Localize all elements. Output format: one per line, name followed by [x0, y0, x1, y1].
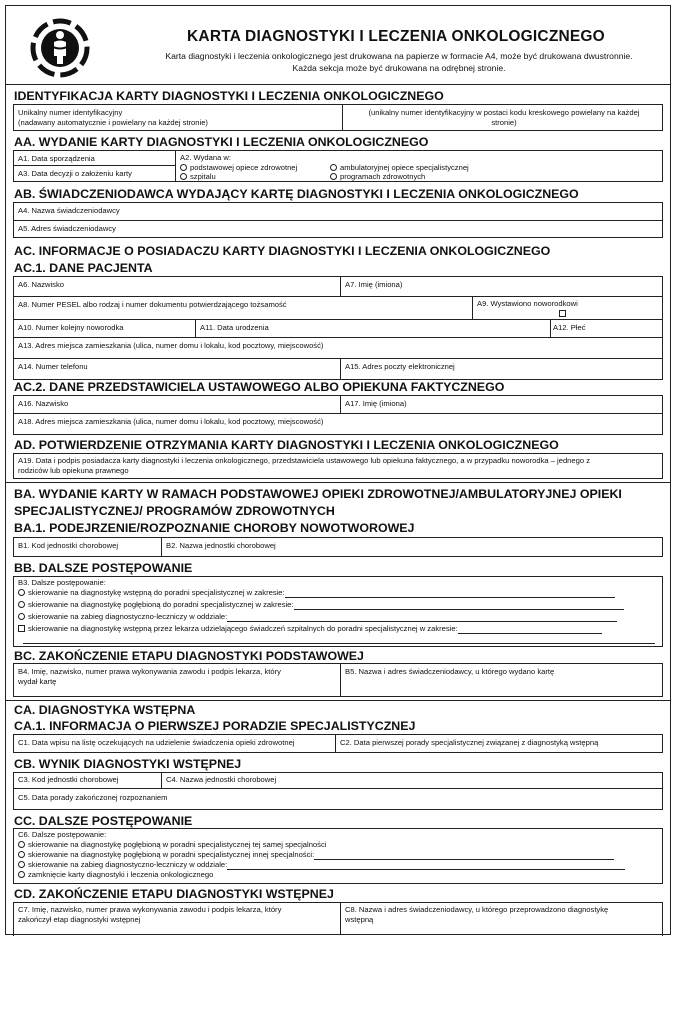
a7-field[interactable]: A7. Imię (imiona) [345, 280, 403, 289]
c7-field[interactable]: C7. Imię, nazwisko, numer prawa wykonywania zawodu i podpis lekarza, który zakończył etap diagnostyki wstępnej [18, 905, 282, 924]
b3-label: B3. Dalsze postępowanie: [18, 578, 106, 587]
c6-option-4[interactable]: zamknięcie karty diagnostyki i leczenia onkologicznego [18, 870, 213, 880]
section-b-divider [6, 482, 670, 483]
radio-icon[interactable] [18, 871, 25, 878]
radio-icon[interactable] [18, 589, 25, 596]
radio-icon[interactable] [18, 861, 25, 868]
b3-option-3[interactable]: skierowanie na zabieg diagnostyczno-leczniczy w oddziale: [18, 612, 617, 622]
a18-field[interactable]: A18. Adres miejsca zamieszkania (ulica, numer domu i lokalu, kod pocztowy, miejscowość) [18, 417, 324, 426]
aa-heading: AA. WYDANIE KARTY DIAGNOSTYKI I LECZENIA ONKOLOGICZNEGO [14, 135, 429, 149]
a16-field[interactable]: A16. Nazwisko [18, 399, 69, 408]
a2-option-hospital[interactable]: szpitalu [180, 172, 216, 182]
bb-heading: BB. DALSZE POSTĘPOWANIE [14, 561, 193, 575]
form-subtitle [134, 50, 664, 74]
header-divider [6, 84, 670, 85]
radio-icon[interactable] [18, 841, 25, 848]
a8-field[interactable]: A8. Numer PESEL albo rodzaj i numer dokumentu potwierdzającego tożsamość [18, 300, 287, 309]
a6-field[interactable]: A6. Nazwisko [18, 280, 65, 289]
b3-option-2[interactable]: skierowanie na diagnostykę pogłębioną do poradni specjalistycznej w zakresie: [18, 600, 624, 610]
cd-heading: CD. ZAKOŃCZENIE ETAPU DIAGNOSTYKI WSTĘPNEJ [14, 887, 334, 901]
a4-field[interactable]: A4. Nazwa świadczeniodawcy [18, 206, 120, 215]
ac2-heading: AC.2. DANE PRZEDSTAWICIELA USTAWOWEGO ALBO OPIEKUNA FAKTYCZNEGO [14, 380, 505, 394]
ba1-heading: BA.1. PODEJRZENIE/ROZPOZNANIE CHOROBY NOWOTWOROWEJ [14, 521, 415, 535]
b3-option-4[interactable]: skierowanie na diagnostykę wstępną przez lekarza udzielającego świadczeń szpitalnych do poradni specjalistycznej w zakresie: [18, 624, 602, 634]
b5-field[interactable]: B5. Nazwa i adres świadczeniodawcy, u którego wydano kartę [345, 667, 555, 676]
a9-label: A9. Wystawiono noworodkowi [477, 299, 578, 308]
ba-heading-1: BA. WYDANIE KARTY W RAMACH PODSTAWOWEJ OPIEKI ZDROWOTNEJ/AMBULATORYJNEJ OPIEKI [14, 487, 622, 501]
a13-field[interactable]: A13. Adres miejsca zamieszkania (ulica, numer domu i lokalu, kod pocztowy, miejscowość) [18, 341, 324, 350]
form-title: KARTA DIAGNOSTYKI I LECZENIA ONKOLOGICZNEGO [187, 28, 605, 45]
a15-field[interactable]: A15. Adres poczty elektronicznej [345, 362, 455, 371]
identification-heading: IDENTYFIKACJA KARTY DIAGNOSTYKI I LECZENIA ONKOLOGICZNEGO [14, 89, 444, 103]
a11-field[interactable]: A11. Data urodzenia [200, 323, 269, 332]
ac1-heading: AC.1. DANE PACJENTA [14, 261, 153, 275]
a2-option-ambulatory[interactable]: ambulatoryjnej opiece specjalistycznej [330, 163, 469, 173]
ca-heading: CA. DIAGNOSTYKA WSTĘPNA [14, 703, 196, 717]
radio-icon[interactable] [180, 164, 187, 171]
a5-field[interactable]: A5. Adres świadczeniodawcy [18, 224, 116, 233]
a12-field[interactable]: A12. Płeć [553, 323, 586, 332]
subtitle-line-2: Każda sekcja może być drukowana na odrębnej stronie. [292, 63, 506, 73]
a1-field[interactable]: A1. Data sporządzenia [18, 154, 95, 163]
section-c-divider [6, 700, 670, 701]
barcode-label: (unikalny numer identyfikacyjny w postaci kodu kreskowego powielany na każdej stronie) [368, 108, 640, 127]
ba-heading-2: SPECJALISTYCZNEJ/ PROGRAMÓW ZDROWOTNYCH [14, 504, 335, 518]
a19-field[interactable]: A19. Data i podpis posiadacza karty diagnostyki i leczenia onkologicznego, przedstawiciela ustawowego lub opiekuna faktycznego, a w przypadku noworodka – jednego z rodziców lub opiekuna prawnego [18, 456, 590, 475]
c6-option-1[interactable]: skierowanie na diagnostykę pogłębioną w poradni specjalistycznej tej samej specjalności [18, 840, 326, 850]
ac2-box [13, 395, 663, 435]
c6-option-3[interactable]: skierowanie na zabieg diagnostyczno-leczniczy w oddziale: [18, 860, 625, 870]
subtitle-line-1: Karta diagnostyki i leczenia onkologicznego jest drukowana na papierze w formacie A4, może być drukowana dwustronnie. [165, 51, 633, 61]
cb-heading: CB. WYNIK DIAGNOSTYKI WSTĘPNEJ [14, 757, 242, 771]
b3-option-1[interactable]: skierowanie na diagnostykę wstępną do poradni specjalistycznej w zakresie: [18, 588, 615, 598]
bc-heading: BC. ZAKOŃCZENIE ETAPU DIAGNOSTYKI PODSTAWOWEJ [14, 649, 364, 663]
radio-icon[interactable] [180, 173, 187, 180]
c4-field[interactable]: C4. Nazwa jednostki chorobowej [166, 775, 277, 784]
ad-heading: AD. POTWIERDZENIE OTRZYMANIA KARTY DIAGNOSTYKI I LECZENIA ONKOLOGICZNEGO [14, 438, 559, 452]
a3-field[interactable]: A3. Data decyzji o założeniu karty [18, 169, 132, 178]
unique-id-label: Unikalny numer identyfikacyjny (nadawany automatycznie i powielany na każdej stronie) [18, 108, 208, 127]
a9-checkbox-icon[interactable] [559, 310, 566, 317]
radio-icon[interactable] [18, 601, 25, 608]
a2-option-primary-care[interactable]: podstawowej opiece zdrowotnej [180, 163, 297, 173]
a2-option-programs[interactable]: programach zdrowotnych [330, 172, 425, 182]
checkbox-icon[interactable] [18, 625, 25, 632]
ab-heading: AB. ŚWIADCZENIODAWCA WYDAJĄCY KARTĘ DIAGNOSTYKI I LECZENIA ONKOLOGICZNEGO [14, 187, 579, 201]
radio-icon[interactable] [330, 173, 337, 180]
c2-field[interactable]: C2. Data pierwszej porady specjalistycznej związanej z diagnostyką wstępną [340, 738, 599, 747]
cc-heading: CC. DALSZE POSTĘPOWANIE [14, 814, 193, 828]
a14-field[interactable]: A14. Numer telefonu [18, 362, 88, 371]
a2-label: A2. Wydana w: [180, 153, 232, 162]
radio-icon[interactable] [18, 613, 25, 620]
b1-field[interactable]: B1. Kod jednostki chorobowej [18, 541, 119, 550]
a10-field[interactable]: A10. Numer kolejny noworodka [18, 323, 124, 332]
ca1-heading: CA.1. INFORMACJA O PIERWSZEJ PORADZIE SPECJALISTYCZNEJ [14, 719, 416, 733]
form-page [5, 5, 671, 935]
b4-field[interactable]: B4. Imię, nazwisko, numer prawa wykonywania zawodu i podpis lekarza, który wydał kartę [18, 667, 281, 686]
b2-field[interactable]: B2. Nazwa jednostki chorobowej [166, 541, 276, 550]
radio-icon[interactable] [18, 851, 25, 858]
c3-field[interactable]: C3. Kod jednostki chorobowej [18, 775, 119, 784]
c5-field[interactable]: C5. Data porady zakończonej rozpoznaniem [18, 793, 168, 802]
oncology-logo-icon [30, 18, 90, 78]
c1-field[interactable]: C1. Data wpisu na listę oczekujących na udzielenie świadczenia opieki zdrowotnej [18, 738, 295, 747]
a17-field[interactable]: A17. Imię (imiona) [345, 399, 407, 408]
radio-icon[interactable] [330, 164, 337, 171]
c6-label: C6. Dalsze postępowanie: [18, 830, 107, 839]
c8-field[interactable]: C8. Nazwa i adres świadczeniodawcy, u którego przeprowadzono diagnostykę wstępną [345, 905, 609, 924]
c6-option-2[interactable]: skierowanie na diagnostykę pogłębioną w poradni specjalistycznej innej specjalności: [18, 850, 614, 860]
ac-heading: AC. INFORMACJE O POSIADACZU KARTY DIAGNOSTYKI I LECZENIA ONKOLOGICZNEGO [14, 244, 551, 258]
